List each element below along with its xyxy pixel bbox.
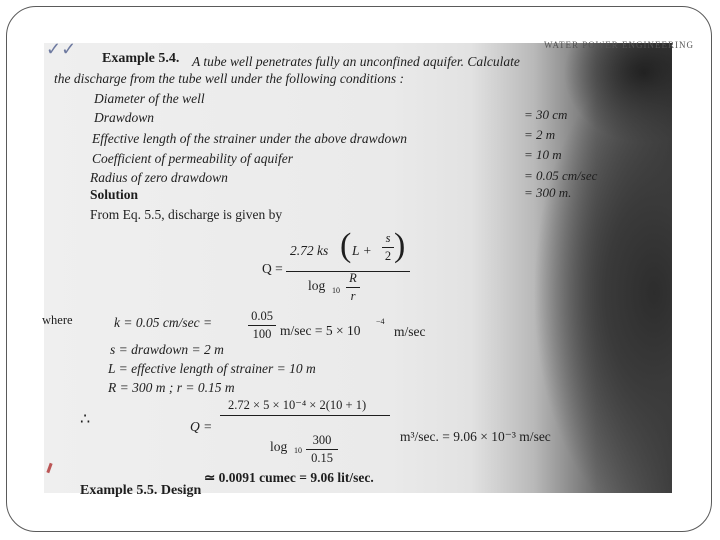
- s-line: s = drawdown = 2 m: [110, 342, 224, 357]
- log-text: log: [308, 278, 326, 293]
- k-exponent: −4: [376, 317, 385, 326]
- capital-r: R: [349, 271, 357, 285]
- k-fraction: [248, 309, 276, 342]
- calc-numerator: 2.72 × 5 × 10⁻⁴ × 2(10 + 1): [228, 398, 367, 412]
- condition-value: = 0.05 cm/sec: [524, 168, 598, 183]
- condition-label: Coefficient of permeability of aquifer: [92, 151, 293, 166]
- calc-inner-fraction: [306, 433, 338, 466]
- k-rhs: m/sec = 5 × 10: [280, 323, 361, 338]
- condition-label: Diameter of the well: [94, 91, 205, 106]
- calc-log: log: [270, 439, 288, 454]
- from-eq-text: From Eq. 5.5, discharge is given by: [90, 207, 283, 222]
- formula-paren-term: L +: [352, 243, 372, 258]
- calc-fraction-bar: [220, 415, 390, 416]
- r-line: R = 300 m ; r = 0.15 m: [108, 380, 235, 395]
- therefore-symbol: ∴: [80, 411, 91, 428]
- calc-log-base: 10: [294, 446, 302, 455]
- fraction-bar: [346, 287, 360, 288]
- pen-check-mark-icon: ✓✓: [46, 39, 77, 59]
- calc-inner-den: 0.15: [311, 451, 333, 465]
- fraction-bar: [306, 449, 338, 450]
- k-unit: m/sec: [394, 324, 426, 339]
- where-label: where: [42, 313, 73, 327]
- condition-value: = 2 m: [524, 127, 556, 142]
- next-example-heading: Example 5.5. Design: [80, 483, 202, 498]
- result-line: ≃ 0.0091 cumec = 9.06 lit/sec.: [204, 470, 374, 485]
- condition-value: = 30 cm: [524, 107, 568, 122]
- r-ratio: [346, 271, 360, 304]
- condition-value: = 300 m.: [524, 185, 572, 200]
- formula-numerator: 2.72 ks: [290, 243, 329, 258]
- intro-text-2: the discharge from the tube well under the following conditions :: [54, 71, 404, 86]
- k-frac-num: 0.05: [251, 309, 273, 323]
- slide-frame: [6, 6, 712, 532]
- condition-label: Effective length of the strainer under the above drawdown: [92, 131, 407, 146]
- k-frac-den: 100: [252, 327, 272, 341]
- l-line: L = effective length of strainer = 10 m: [108, 361, 316, 376]
- k-lhs: k = 0.05 cm/sec =: [114, 315, 213, 330]
- paren-close: ): [394, 227, 406, 264]
- calc-rhs: m³/sec. = 9.06 × 10⁻³ m/sec: [400, 429, 551, 444]
- calc-inner-num: 300: [312, 433, 332, 447]
- fraction-bar: [248, 325, 276, 326]
- example-heading: Example 5.4.: [102, 51, 180, 66]
- log-base: 10: [332, 286, 340, 295]
- condition-label: Drawdown: [94, 110, 155, 125]
- small-r: r: [350, 289, 356, 303]
- formula-lhs: Q =: [262, 261, 283, 276]
- fraction-bar: [382, 247, 394, 248]
- condition-value: = 10 m: [524, 147, 562, 162]
- intro-text-1: A tube well penetrates fully an unconfined aquifer. Calculate: [192, 54, 520, 69]
- paren-open: (: [340, 227, 352, 264]
- calc-lhs: Q =: [190, 419, 213, 434]
- condition-label: Radius of zero drawdown: [90, 170, 228, 185]
- red-pen-mark: [46, 463, 52, 473]
- scanned-page: [42, 39, 694, 498]
- solution-heading: Solution: [90, 187, 139, 202]
- running-header: WATER POWER ENGINEERING: [544, 40, 694, 50]
- s-symbol: s: [385, 231, 391, 245]
- s-over-2: [382, 231, 394, 264]
- two-digit: 2: [384, 249, 392, 263]
